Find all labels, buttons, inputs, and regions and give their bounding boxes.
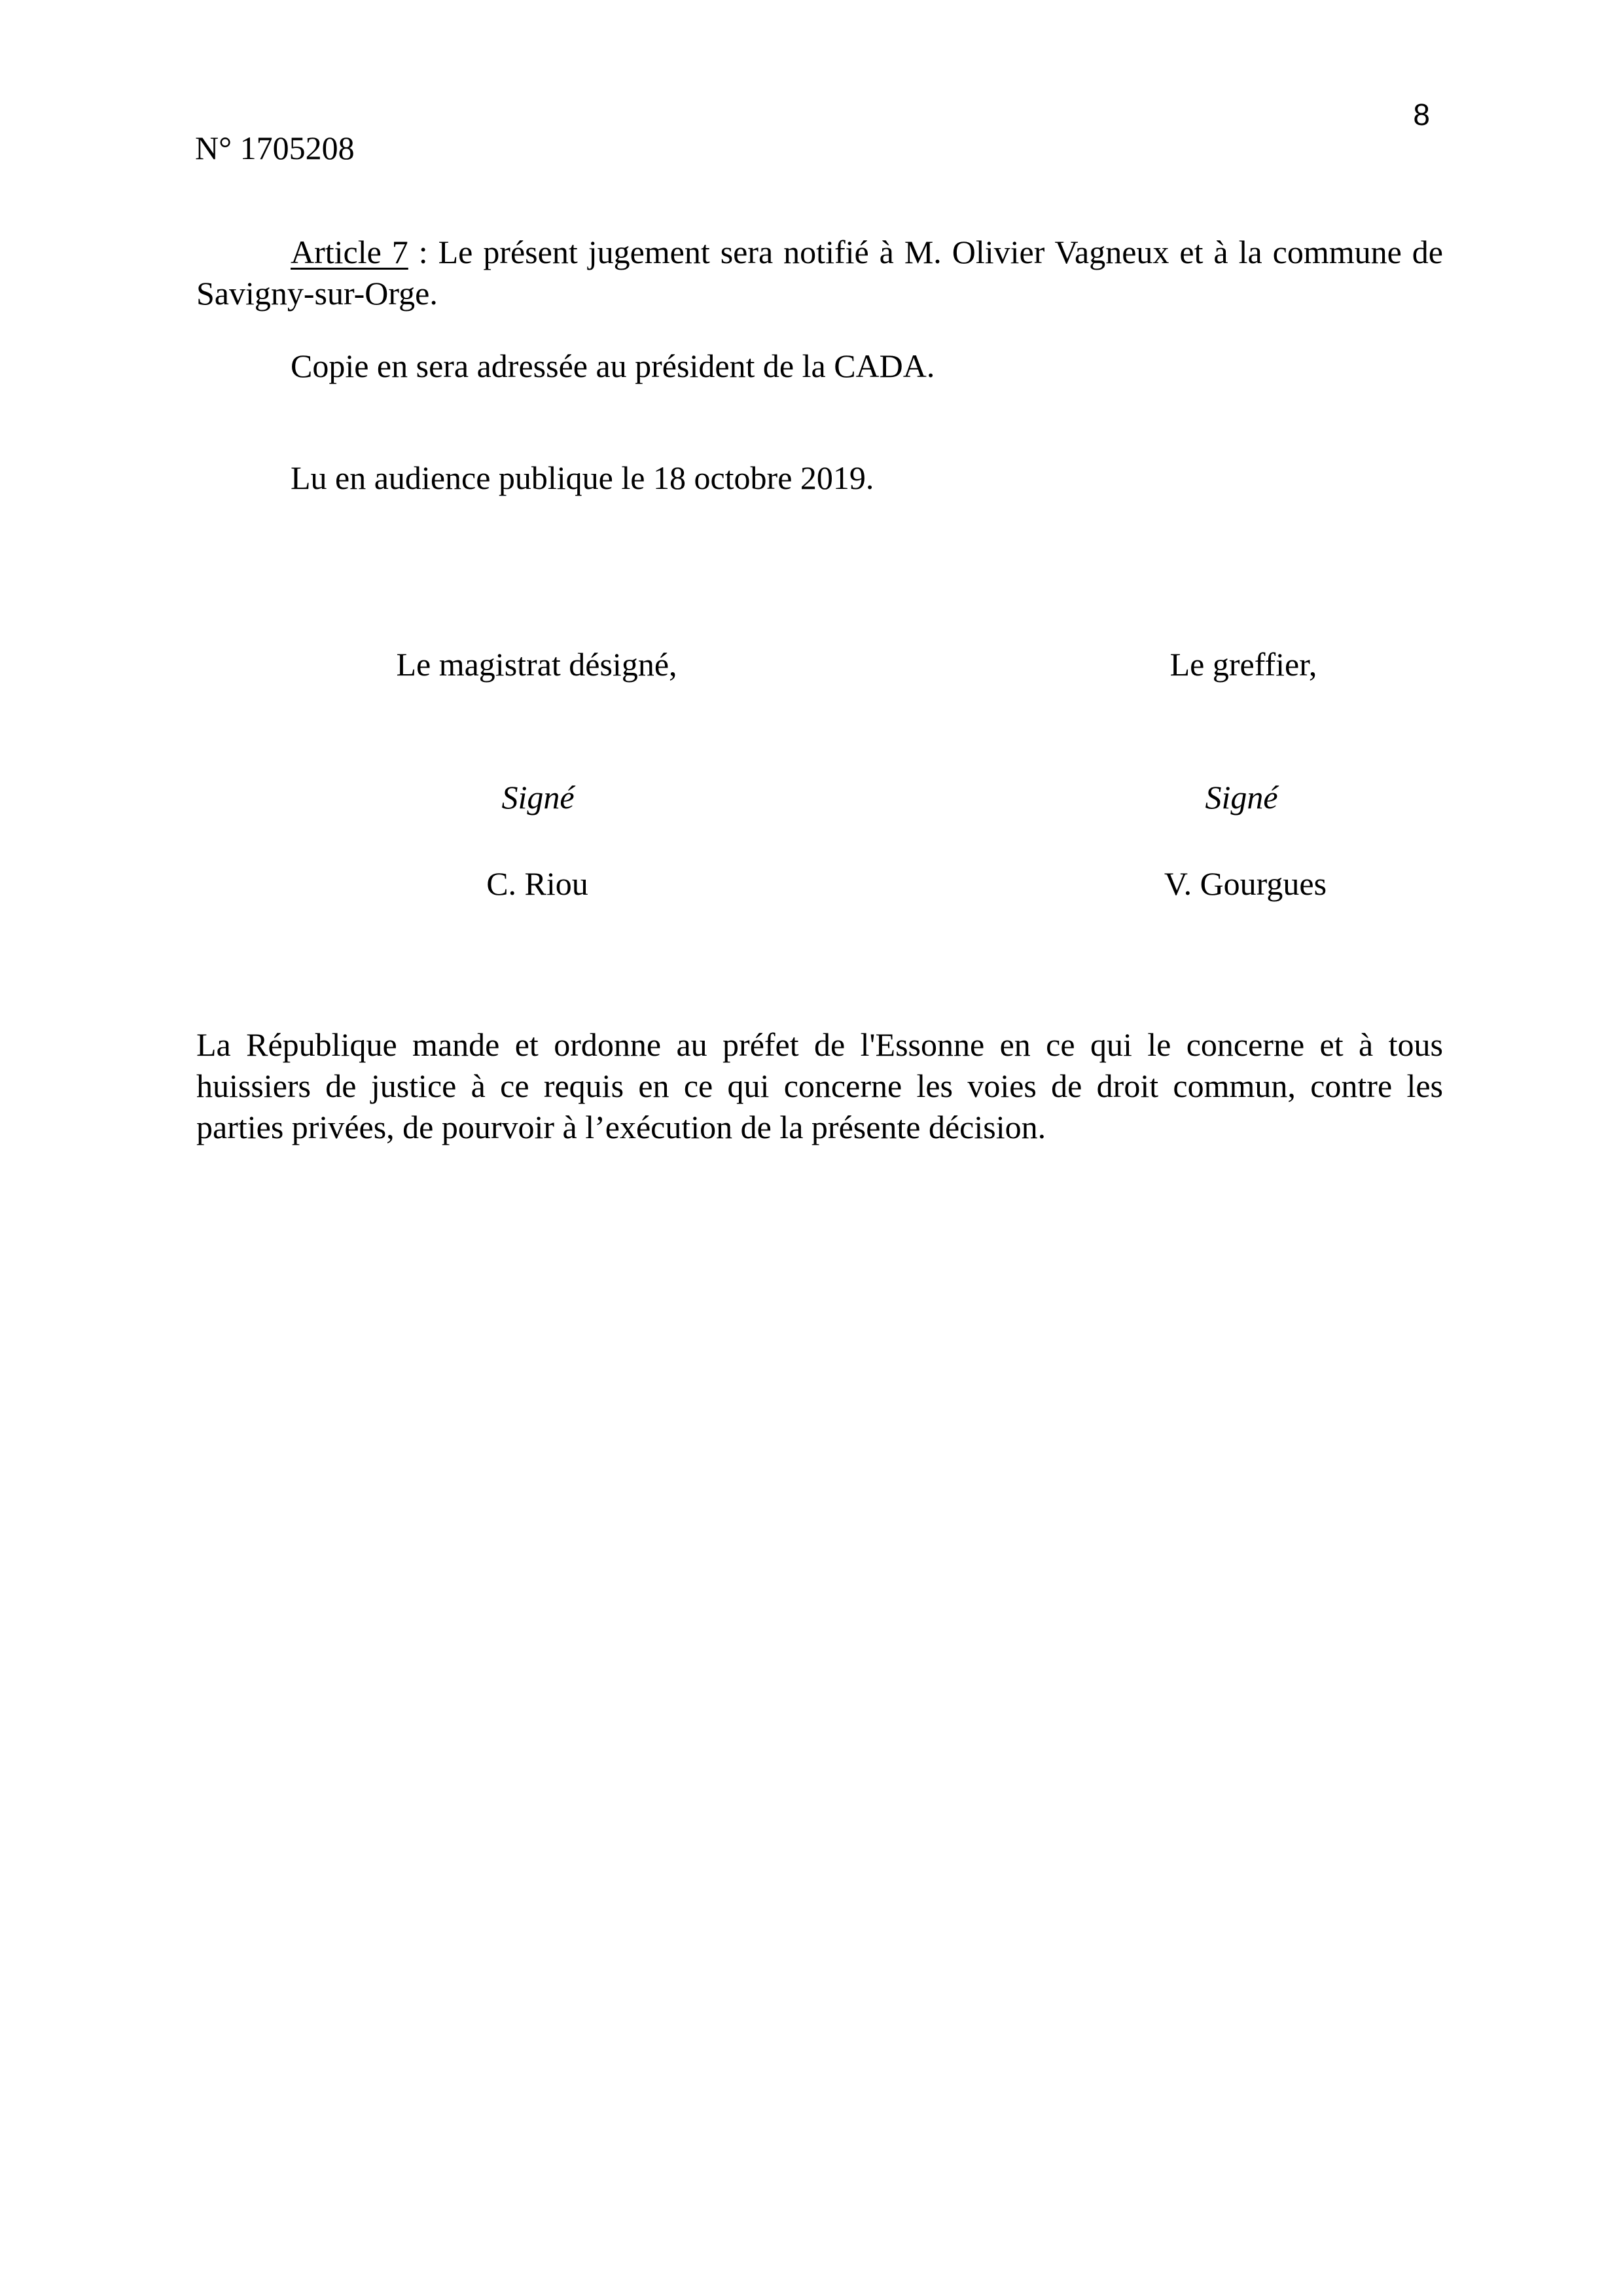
case-number: N° 1705208	[195, 130, 355, 166]
republique-line2: huissiers de justice à ce requis en ce qui concerne les voies de droit commun, contre les	[196, 1067, 1443, 1104]
signature-left-title: Le magistrat désigné,	[396, 646, 677, 683]
paragraph-republique	[196, 1024, 1443, 1148]
page-number: 8	[1413, 98, 1430, 132]
signature-right-name: V. Gourgues	[1164, 865, 1327, 902]
article7-line2: Savigny-sur-Orge.	[196, 275, 438, 312]
republique-line1: La République mande et ordonne au préfet de l'Essonne en ce qui le concerne et à tous	[196, 1026, 1443, 1063]
signature-left-signed: Signé	[501, 779, 575, 816]
signature-left-name: C. Riou	[486, 865, 588, 902]
article7-line1-rest: : Le présent jugement sera notifié à M. Olivier Vagneux et à la commune de	[408, 234, 1443, 270]
article7-label: Article 7	[291, 234, 408, 270]
signature-right-signed: Signé	[1205, 779, 1278, 816]
article7-line1	[196, 232, 1443, 273]
republique-line3: parties privées, de pourvoir à l’exécution de la présente décision.	[196, 1109, 1046, 1145]
paragraph-copie: Copie en sera adressée au président de la CADA.	[291, 348, 935, 384]
paragraph-audience: Lu en audience publique le 18 octobre 2019.	[291, 459, 874, 496]
paragraph-article7	[196, 232, 1443, 314]
signature-right-title: Le greffier,	[1169, 646, 1317, 683]
